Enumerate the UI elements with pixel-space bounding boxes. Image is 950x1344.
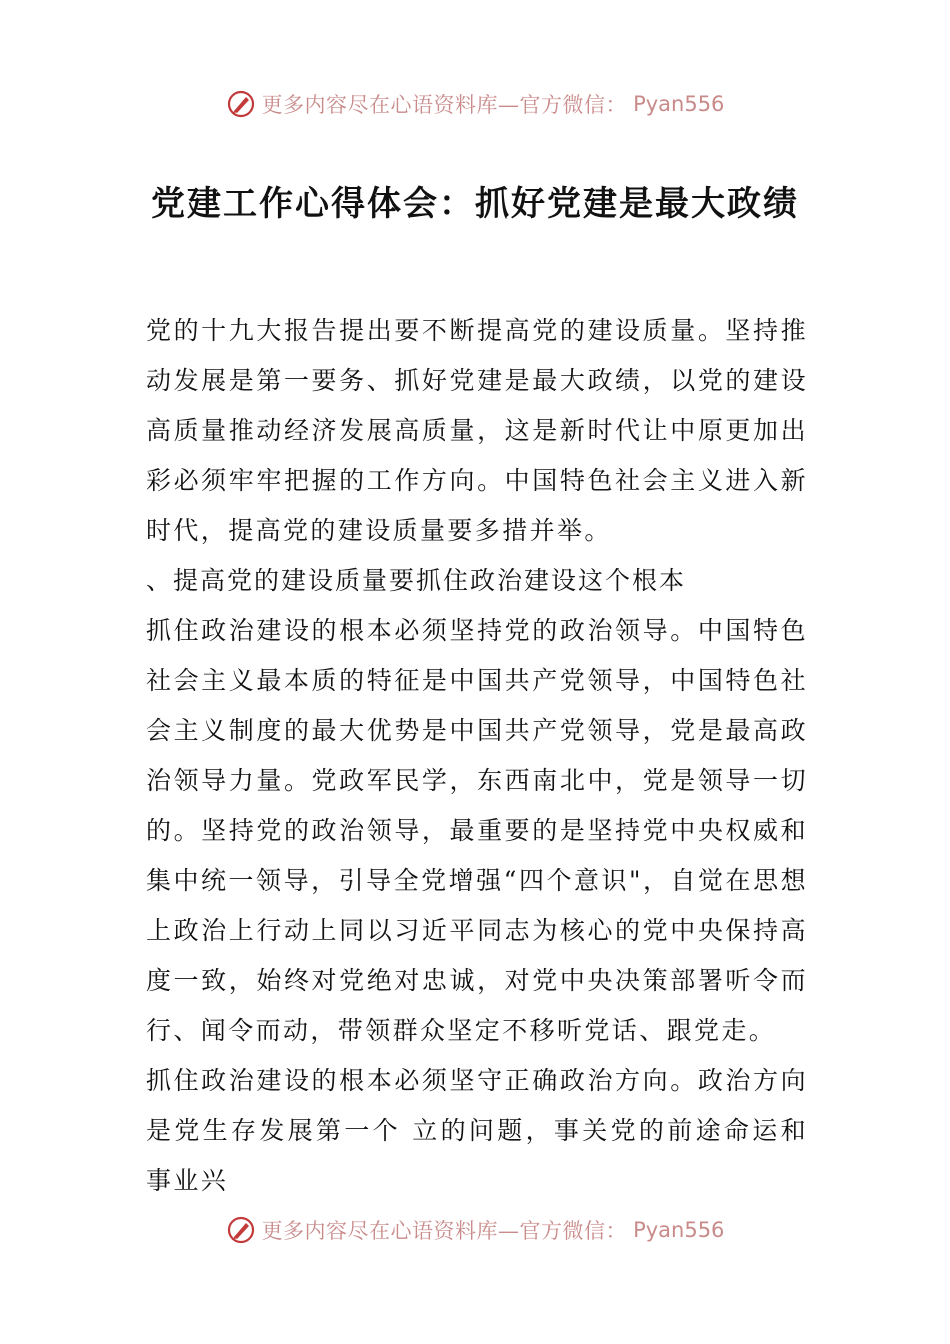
watermark-text: 更多内容尽在心语资料库—官方微信：	[261, 93, 628, 117]
pen-seal-icon	[226, 89, 256, 119]
watermark-header	[0, 84, 950, 124]
watermark-footer	[0, 1210, 950, 1250]
section-heading: 、提高党的建设质量要抓住政治建设这个根本	[146, 566, 687, 595]
watermark-wechat-id: Pyan556	[633, 92, 725, 116]
paragraph-political-direction: 抓住政治建设的根本必须坚守正确政治方向。政治方向是党生存发展第一个 立的问题，事关党的前途命运和事业兴	[146, 1066, 808, 1195]
pen-seal-icon	[226, 1215, 256, 1245]
page-title: 党建工作心得体会：抓好党建是最大政绩	[151, 184, 799, 224]
paragraph-political-leadership: 抓住政治建设的根本必须坚持党的政治领导。中国特色社会主义最本质的特征是中国共产党领导，中国特色社会主义制度的最大优势是中国共产党领导，党是最高政治领导力量。党政军民学，东西南北中，党是领导一切的。坚持党的政治领导，最重要的是坚持党中央权威和集中统一领导，引导全党增强“四个意识"，自觉在思想上政治上行动上同以习近平同志为核心的党中央保持高度一致，始终对党绝对忠诚，对党中央决策部署听令而行、闻令而动，带领群众坚定不移听党话、跟党走。	[146, 616, 808, 1045]
watermark-wechat-id: Pyan556	[633, 1218, 725, 1242]
watermark-text: 更多内容尽在心语资料库—官方微信：	[261, 1219, 628, 1243]
paragraph-intro: 党的十九大报告提出要不断提高党的建设质量。坚持推动发展是第一要务、抓好党建是最大政绩，以党的建设高质量推动经济发展高质量，这是新时代让中原更加出彩必须牢牢把握的工作方向。中国特色社会主义进入新时代，提高党的建设质量要多措并举。	[146, 316, 808, 545]
document-body	[146, 306, 808, 1206]
